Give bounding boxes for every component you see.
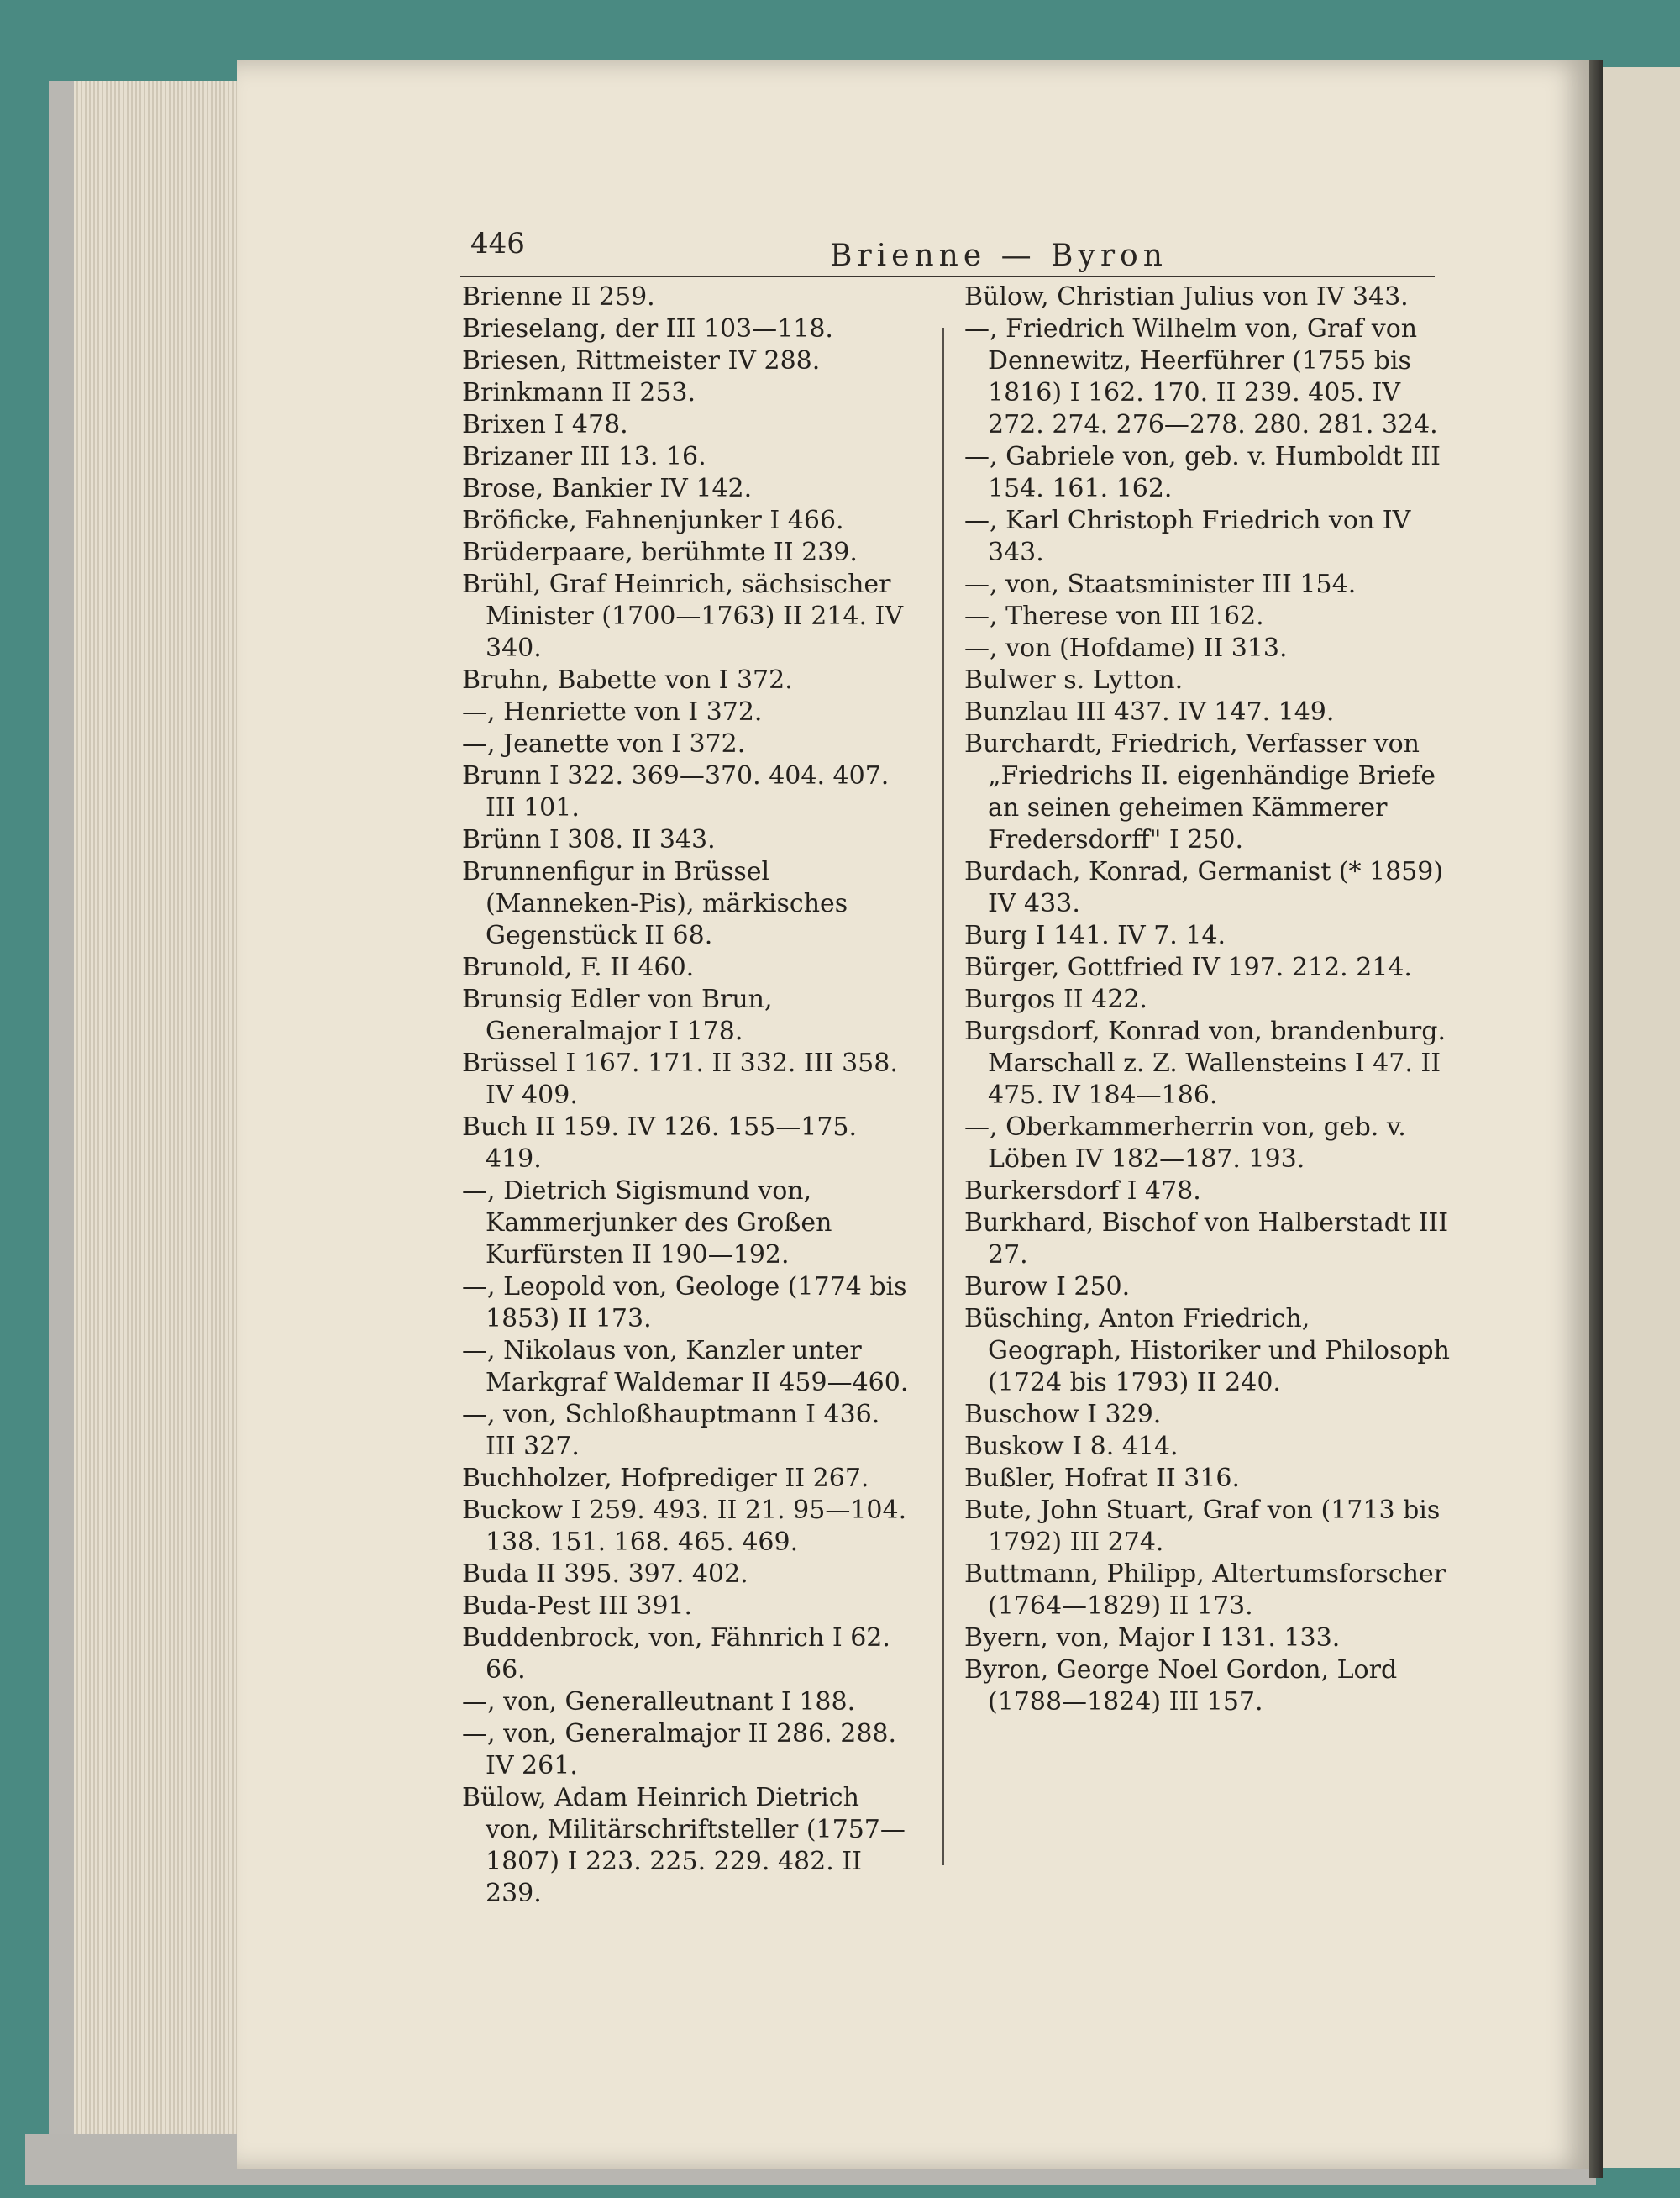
index-entry: Brixen I 478. xyxy=(462,410,628,439)
index-entry: Burdach, Konrad, Germanist (* 1859) IV 433. xyxy=(964,857,1444,918)
index-entry: Buchholzer, Hofprediger II 267. xyxy=(462,1464,869,1493)
index-entry: —, von, Staatsminister III 154. xyxy=(964,570,1357,599)
index-entry: Burow I 250. xyxy=(964,1272,1131,1301)
header-title: Brienne — Byron xyxy=(830,239,1168,273)
index-entry: Büsching, Anton Friedrich, Geograph, Historiker und Philosoph (1724 bis 1793) II 240. xyxy=(964,1304,1450,1397)
index-entry: Brinkmann II 253. xyxy=(462,378,696,408)
index-entry: Burkhard, Bischof von Halberstadt III 27. xyxy=(964,1208,1449,1270)
index-entry: Brienne II 259. xyxy=(462,282,655,312)
index-entry: —, Jeanette von I 372. xyxy=(462,729,746,759)
index-entry: Buda-Pest III 391. xyxy=(462,1591,693,1621)
index-entry: Brühl, Graf Heinrich, sächsischer Minister (1700—1763) II 214. IV 340. xyxy=(462,570,904,663)
index-entry: —, von, Schloßhauptmann I 436. III 327. xyxy=(462,1400,880,1461)
index-entry: Buddenbrock, von, Fähnrich I 62. 66. xyxy=(462,1623,890,1685)
index-column-left xyxy=(462,281,916,1910)
index-entry: Bülow, Christian Julius von IV 343. xyxy=(964,282,1409,312)
index-entry: Bute, John Stuart, Graf von (1713 bis 1792) III 274. xyxy=(964,1496,1441,1557)
facing-page xyxy=(1603,67,1680,2168)
index-entry: Buda II 395. 397. 402. xyxy=(462,1559,748,1589)
index-entry: Briesen, Rittmeister IV 288. xyxy=(462,346,821,376)
index-entry: Burgos II 422. xyxy=(964,985,1147,1014)
index-entry: Brunold, F. II 460. xyxy=(462,953,695,982)
index-entry: Byron, George Noel Gordon, Lord (1788—1824) III 157. xyxy=(964,1655,1398,1717)
index-entry: —, Oberkammerherrin von, geb. v. Löben IV 182—187. 193. xyxy=(964,1112,1406,1174)
index-entry: Bröficke, Fahnenjunker I 466. xyxy=(462,506,844,535)
book-page-edges xyxy=(49,81,250,2164)
index-entry: Burg I 141. IV 7. 14. xyxy=(964,921,1226,950)
index-entry: Brunn I 322. 369—370. 404. 407. III 101. xyxy=(462,761,890,823)
book-spine xyxy=(1589,60,1603,2178)
index-entry: Bülow, Adam Heinrich Dietrich von, Militärschriftsteller (1757—1807) I 223. 225. 229. 482. II 239. xyxy=(462,1783,906,1908)
index-entry: Buckow I 259. 493. II 21. 95—104. 138. 151. 168. 465. 469. xyxy=(462,1496,907,1557)
index-entry: Brunnenfigur in Brüssel (Manneken-Pis), märkisches Gegenstück II 68. xyxy=(462,857,848,950)
index-entry: Brizaner III 13. 16. xyxy=(462,442,706,471)
index-entry: —, von, Generalmajor II 286. 288. IV 261. xyxy=(462,1719,897,1780)
index-entry: —, Henriette von I 372. xyxy=(462,697,763,727)
index-entry: —, von (Hofdame) II 313. xyxy=(964,634,1288,663)
index-entry: Buch II 159. IV 126. 155—175. 419. xyxy=(462,1112,858,1174)
index-column-right xyxy=(964,281,1452,1718)
index-entry: Brunsig Edler von Brun, Generalmajor I 178. xyxy=(462,985,773,1046)
index-entry: Bußler, Hofrat II 316. xyxy=(964,1464,1241,1493)
index-entry: Buschow I 329. xyxy=(964,1400,1162,1429)
index-entry: —, von, Generalleutnant I 188. xyxy=(462,1687,856,1717)
index-entry: Bürger, Gottfried IV 197. 212. 214. xyxy=(964,953,1412,982)
index-entry: Bunzlau III 437. IV 147. 149. xyxy=(964,697,1335,727)
index-entry: —, Gabriele von, geb. v. Humboldt III 154. 161. 162. xyxy=(964,442,1441,503)
index-entry: —, Therese von III 162. xyxy=(964,602,1264,631)
index-entry: Bruhn, Babette von I 372. xyxy=(462,665,793,695)
index-entry: Brose, Bankier IV 142. xyxy=(462,474,753,503)
index-entry: —, Dietrich Sigismund von, Kammerjunker des Großen Kurfürsten II 190—192. xyxy=(462,1176,832,1270)
column-divider xyxy=(942,328,944,1865)
index-entry: Bulwer s. Lytton. xyxy=(964,665,1184,695)
index-entry: —, Leopold von, Geologe (1774 bis 1853) II 173. xyxy=(462,1272,907,1333)
page-number: 446 xyxy=(470,227,525,260)
index-entry: —, Friedrich Wilhelm von, Graf von Dennewitz, Heerführer (1755 bis 1816) I 162. 170. II 239. 405. IV 272. 274. 276—278. 280. 281. 324. xyxy=(964,314,1438,439)
index-entry: Brünn I 308. II 343. xyxy=(462,825,716,854)
index-entry: Brüssel I 167. 171. II 332. III 358. IV 409. xyxy=(462,1049,898,1110)
index-entry: Byern, von, Major I 131. 133. xyxy=(964,1623,1341,1653)
index-entry: Burgsdorf, Konrad von, brandenburg. Marschall z. Z. Wallensteins I 47. II 475. IV 184—186. xyxy=(964,1017,1446,1110)
index-entry: —, Karl Christoph Friedrich von IV 343. xyxy=(964,506,1411,567)
index-entry: Buskow I 8. 414. xyxy=(964,1432,1179,1461)
index-entry: Buttmann, Philipp, Altertumsforscher (1764—1829) II 173. xyxy=(964,1559,1446,1621)
index-entry: —, Nikolaus von, Kanzler unter Markgraf Waldemar II 459—460. xyxy=(462,1336,909,1397)
index-entry: Burchardt, Friedrich, Verfasser von „Friedrichs II. eigenhändige Briefe an seinen geheimen Kämmerer Fredersdorff" I 250. xyxy=(964,729,1436,854)
running-head xyxy=(460,217,1435,277)
index-entry: Brüderpaare, berühmte II 239. xyxy=(462,538,858,567)
index-entry: Burkersdorf I 478. xyxy=(964,1176,1201,1206)
index-entry: Brieselang, der III 103—118. xyxy=(462,314,833,344)
